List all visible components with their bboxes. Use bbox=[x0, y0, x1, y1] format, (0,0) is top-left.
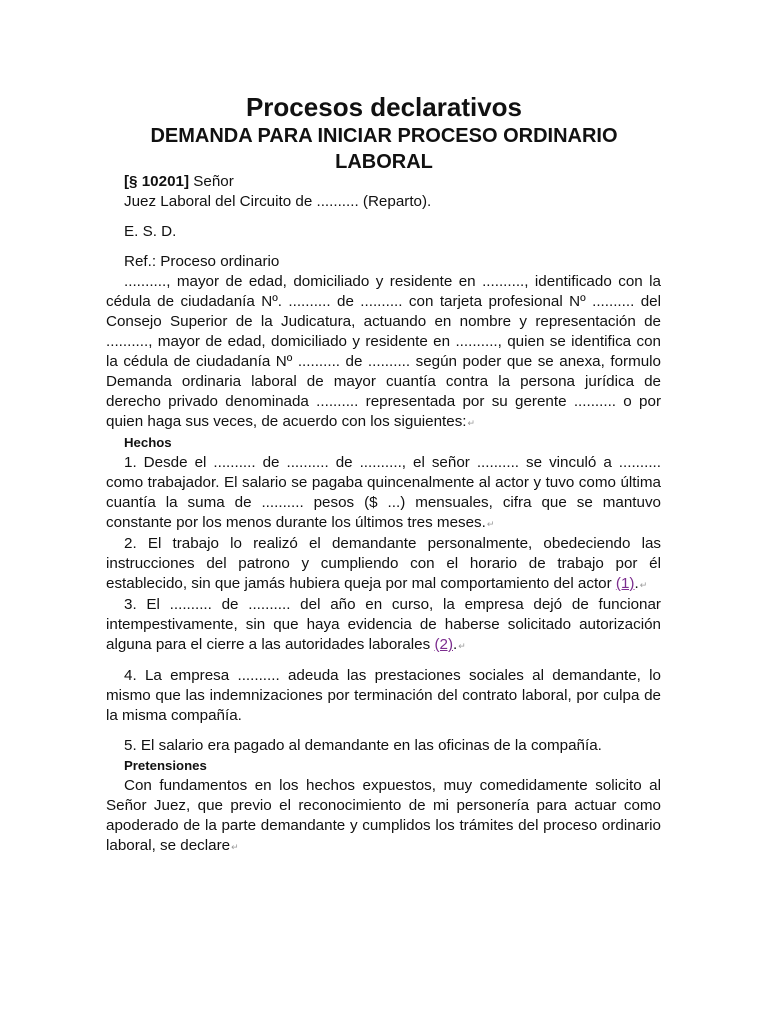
footnote-link[interactable]: (1) bbox=[615, 575, 635, 592]
fact-text: 5. El salario era pagado al demandante en las oficinas de la compañía. bbox=[124, 737, 602, 754]
fact-text: 3. El .......... de .......... del año en curso, la empresa dejó de funcionar intempestivamente, sin que haya evidencia de haberse solicitado autorización alguna para el cierre a las autoridades laborales bbox=[106, 596, 661, 653]
fact-text: 1. Desde el .......... de .......... de .........., el señor .......... se vinculó a .......... como trabajador. El salario se pagaba quincenalmente al actor y tuvo como última cuantía la suma de .......... pesos ($ ...) mensuales, cifra que se mantuvo constante por los menos durante los últimos tres meses. bbox=[106, 454, 661, 531]
esd-line: E. S. D. bbox=[124, 223, 177, 240]
addressee-line bbox=[106, 172, 661, 192]
paragraph-mark-icon: ↵ bbox=[639, 580, 648, 590]
judge-line: Juez Laboral del Circuito de .......... (Reparto). bbox=[124, 193, 432, 210]
fact-item: 3. El .......... de .......... del año en curso, la empresa dejó de funcionar intempestivamente, sin que haya evidencia de haberse solicitado autorización alguna para el cierre a las autoridades laborales (2).↵ bbox=[106, 596, 661, 653]
document-title: Procesos declarativos bbox=[245, 92, 523, 122]
claims-text: Con fundamentos en los hechos expuestos, muy comedidamente solicito al Señor Juez, que previo el reconocimiento de mi personería para actuar como apoderado de la parte demandante y cumplidos los trámites del proceso ordinario laboral, se declare bbox=[106, 777, 661, 854]
salutation: Señor bbox=[193, 173, 234, 190]
fact-item: 2. El trabajo lo realizó el demandante personalmente, obedeciendo las instrucciones del patrono y cumpliendo con el horario de trabajo por él establecido, sin que jamás hubiera queja por mal comportamiento del actor (1).↵ bbox=[106, 535, 661, 592]
reference-line: Ref.: Proceso ordinario bbox=[124, 253, 280, 270]
fact-item bbox=[106, 736, 661, 756]
intro-text: .........., mayor de edad, domiciliado y residente en .........., identificado con la cédula de ciudadanía Nº. .......... de .......... con tarjeta profesional Nº .......... del Consejo Superior de la Judicatura, actuando en nombre y representación de .........., mayor de edad, domiciliado y residente en .........., quien se identifica con la cédula de ciudadanía Nº .......... de .......... según poder que se anexa, formulo Demanda ordinaria laboral de mayor cuantía contra la persona jurídica de derecho privado denominada .......... representada por su gerente .......... o por quien haga sus veces, de acuerdo con los siguientes: bbox=[106, 273, 661, 430]
document-subtitle: DEMANDA PARA INICIAR PROCESO ORDINARIO LABORAL bbox=[150, 125, 618, 173]
paragraph-mark-icon: ↵ bbox=[458, 641, 466, 651]
fact-text: 4. La empresa .......... adeuda las prestaciones sociales al demandante, lo mismo que las indemnizaciones por terminación del contrato laboral, por culpa de la misma compañía. bbox=[106, 667, 661, 724]
footnote-link[interactable]: (2) bbox=[434, 636, 453, 653]
fact-text: 2. El trabajo lo realizó el demandante personalmente, obedeciendo las instrucciones del patrono y cumpliendo con el horario de trabajo por él establecido, sin que jamás hubiera queja por mal comportamiento del actor bbox=[106, 535, 661, 592]
document-body bbox=[106, 172, 661, 857]
section-code: [§ 10201] bbox=[124, 173, 190, 190]
claims-heading: Pretensiones bbox=[124, 758, 207, 773]
fact-item bbox=[106, 666, 661, 726]
claims-paragraph bbox=[106, 776, 661, 857]
fact-item bbox=[106, 453, 661, 534]
facts-heading: Hechos bbox=[124, 435, 172, 450]
paragraph-mark-icon: ↵ bbox=[486, 519, 495, 529]
paragraph-mark-icon: ↵ bbox=[467, 418, 476, 428]
intro-paragraph bbox=[106, 272, 661, 433]
paragraph-mark-icon: ↵ bbox=[231, 842, 239, 852]
